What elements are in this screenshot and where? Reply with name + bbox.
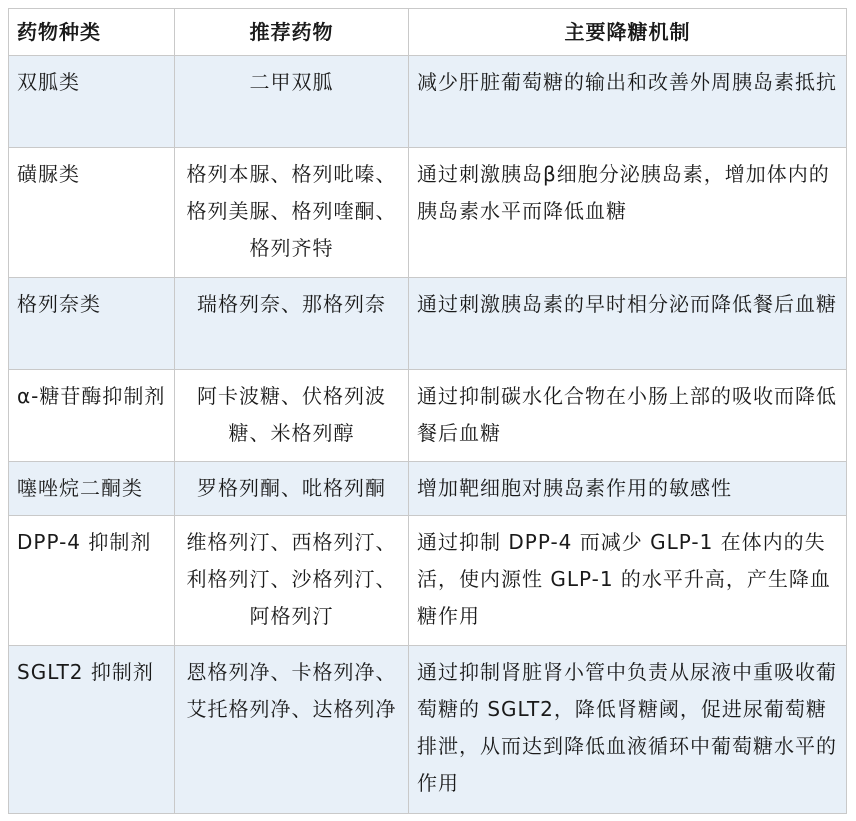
- table-row: [9, 56, 847, 148]
- table-row: [9, 516, 847, 646]
- cell-mechanism: 通过刺激胰岛β细胞分泌胰岛素，增加体内的胰岛素水平而降低血糖: [409, 148, 847, 278]
- header-drugs: 推荐药物: [175, 9, 409, 56]
- header-category: 药物种类: [9, 9, 175, 56]
- cell-category: DPP-4 抑制剂: [9, 516, 175, 646]
- cell-drugs: 罗格列酮、吡格列酮: [175, 462, 409, 516]
- cell-drugs: 格列本脲、格列吡嗪、格列美脲、格列喹酮、格列齐特: [175, 148, 409, 278]
- table-row: [9, 646, 847, 814]
- diabetes-drug-table: [8, 8, 847, 814]
- cell-drugs: 阿卡波糖、伏格列波糖、米格列醇: [175, 370, 409, 462]
- table-row: [9, 370, 847, 462]
- table-row: [9, 278, 847, 370]
- table-row: [9, 462, 847, 516]
- cell-category: 格列奈类: [9, 278, 175, 370]
- cell-mechanism: 通过抑制碳水化合物在小肠上部的吸收而降低餐后血糖: [409, 370, 847, 462]
- cell-mechanism: 减少肝脏葡萄糖的输出和改善外周胰岛素抵抗: [409, 56, 847, 148]
- cell-mechanism: 通过抑制 DPP-4 而减少 GLP-1 在体内的失活，使内源性 GLP-1 的水平升高，产生降血糖作用: [409, 516, 847, 646]
- cell-drugs: 维格列汀、西格列汀、利格列汀、沙格列汀、阿格列汀: [175, 516, 409, 646]
- cell-mechanism: 通过抑制肾脏肾小管中负责从尿液中重吸收葡萄糖的 SGLT2，降低肾糖阈，促进尿葡萄糖排泄，从而达到降低血液循环中葡萄糖水平的作用: [409, 646, 847, 814]
- table-header-row: [9, 9, 847, 56]
- cell-drugs: 恩格列净、卡格列净、艾托格列净、达格列净: [175, 646, 409, 814]
- cell-category: 双胍类: [9, 56, 175, 148]
- cell-drugs: 二甲双胍: [175, 56, 409, 148]
- cell-category: SGLT2 抑制剂: [9, 646, 175, 814]
- table-row: [9, 148, 847, 278]
- cell-category: 噻唑烷二酮类: [9, 462, 175, 516]
- cell-category: 磺脲类: [9, 148, 175, 278]
- header-mechanism: 主要降糖机制: [409, 9, 847, 56]
- cell-category: α-糖苷酶抑制剂: [9, 370, 175, 462]
- cell-mechanism: 增加靶细胞对胰岛素作用的敏感性: [409, 462, 847, 516]
- cell-drugs: 瑞格列奈、那格列奈: [175, 278, 409, 370]
- cell-mechanism: 通过刺激胰岛素的早时相分泌而降低餐后血糖: [409, 278, 847, 370]
